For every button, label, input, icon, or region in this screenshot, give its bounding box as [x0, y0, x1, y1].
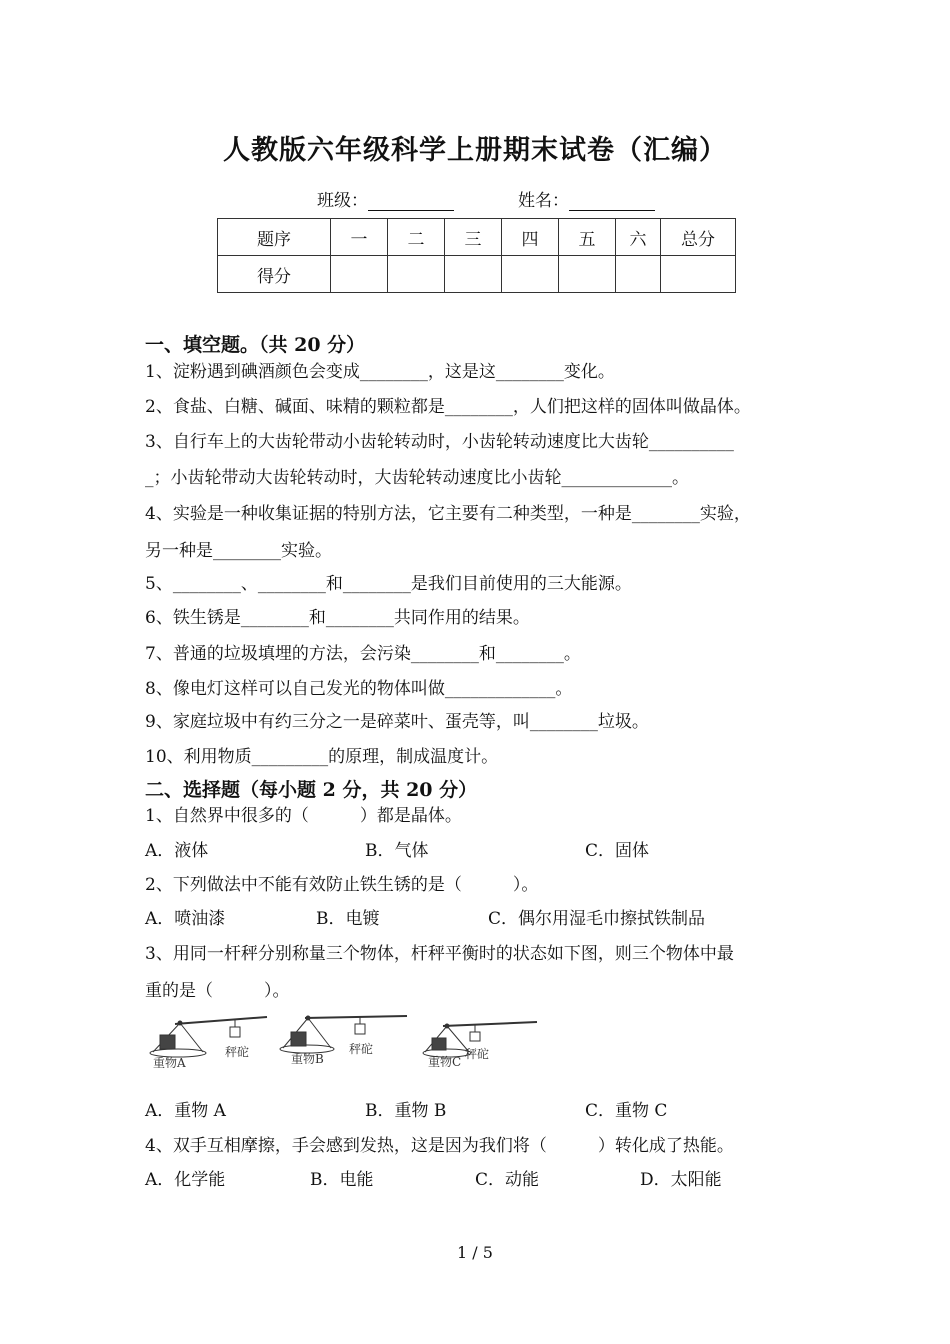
header-cell: 五 — [559, 219, 616, 256]
fill-question-cont: _；小齿轮带动大齿轮转动时，大齿轮转动速度比小齿轮_____________。 — [145, 468, 689, 488]
class-label: 班级： — [317, 191, 368, 211]
choice-question: 2、下列做法中不能有效防止铁生锈的是（ ）。 — [145, 875, 539, 895]
steelyard-b — [280, 1016, 407, 1066]
fill-question: 9、家庭垃圾中有约三分之一是碎菜叶、蛋壳等，叫________垃圾。 — [145, 712, 649, 732]
class-field — [317, 186, 454, 211]
figure-label: 重物C — [428, 1055, 462, 1069]
fill-question-cont: 另一种是________实验。 — [145, 541, 332, 561]
section2-heading: 二、选择题（每小题 2 分，共 20 分） — [145, 779, 478, 801]
score-cell[interactable] — [388, 256, 445, 293]
score-table-score-row — [218, 256, 736, 293]
row-label-cell: 得分 — [218, 256, 331, 293]
choice-option[interactable]: B．电能 — [310, 1170, 374, 1190]
choice-option[interactable]: C．动能 — [475, 1170, 540, 1190]
header-cell: 总分 — [661, 219, 736, 256]
figure-label: 秤砣 — [465, 1047, 490, 1061]
score-table — [217, 218, 736, 293]
choice-question: 4、双手互相摩擦，手会感到发热，这是因为我们将（ ）转化成了热能。 — [145, 1136, 734, 1156]
choice-option[interactable]: A．液体 — [145, 841, 209, 861]
choice-option[interactable]: C．重物 C — [585, 1101, 668, 1121]
name-field — [518, 186, 655, 211]
name-label: 姓名： — [518, 191, 569, 211]
choice-question: 1、自然界中很多的（ ）都是晶体。 — [145, 806, 462, 826]
choice-option[interactable]: C．固体 — [585, 841, 650, 861]
fill-question: 6、铁生锈是________和________共同作用的结果。 — [145, 608, 530, 628]
fill-question: 1、淀粉遇到碘酒颜色会变成________，这是这________变化。 — [145, 362, 615, 382]
fill-question: 10、利用物质_________的原理，制成温度计。 — [145, 747, 499, 767]
score-cell[interactable] — [559, 256, 616, 293]
header-cell: 题序 — [218, 219, 331, 256]
score-cell[interactable] — [616, 256, 661, 293]
choice-option[interactable]: C．偶尔用湿毛巾擦拭铁制品 — [488, 909, 706, 929]
choice-option[interactable]: A．喷油漆 — [145, 909, 226, 929]
header-cell: 六 — [616, 219, 661, 256]
figure-label: 重物A — [153, 1056, 186, 1070]
fill-question: 3、自行车上的大齿轮带动小齿轮转动时，小齿轮转动速度比大齿轮__________ — [145, 432, 734, 452]
header-cell: 一 — [331, 219, 388, 256]
steelyard-c — [423, 1022, 537, 1069]
fill-question: 5、________、________和________是我们目前使用的三大能源。 — [145, 574, 632, 594]
choice-option[interactable]: B．电镀 — [316, 909, 380, 929]
choice-question-cont: 重的是（ ）。 — [145, 981, 290, 1001]
steelyard-figure — [145, 1010, 545, 1072]
steelyard-a — [150, 1017, 267, 1070]
choice-option[interactable]: D．太阳能 — [640, 1170, 722, 1190]
choice-option[interactable]: B．重物 B — [365, 1101, 447, 1121]
score-cell[interactable] — [661, 256, 736, 293]
page-title: 人教版六年级科学上册期末试卷（汇编） — [223, 135, 727, 166]
class-blank — [368, 192, 454, 211]
fill-question: 2、食盐、白糖、碱面、味精的颗粒都是________，人们把这样的固体叫做晶体。 — [145, 397, 751, 417]
score-cell[interactable] — [445, 256, 502, 293]
choice-option[interactable]: A．重物 A — [145, 1101, 226, 1121]
figure-label: 秤砣 — [225, 1045, 250, 1059]
score-cell[interactable] — [331, 256, 388, 293]
figure-label: 重物B — [291, 1052, 324, 1066]
header-cell: 二 — [388, 219, 445, 256]
fill-question: 7、普通的垃圾填埋的方法，会污染________和________。 — [145, 644, 581, 664]
header-cell: 四 — [502, 219, 559, 256]
score-cell[interactable] — [502, 256, 559, 293]
name-blank — [569, 192, 655, 211]
figure-label: 秤砣 — [349, 1042, 374, 1056]
choice-question: 3、用同一杆秤分别称量三个物体，杆秤平衡时的状态如下图，则三个物体中最 — [145, 944, 734, 964]
choice-option[interactable]: B．气体 — [365, 841, 429, 861]
page-number: 1 / 5 — [457, 1243, 493, 1262]
fill-question: 4、实验是一种收集证据的特别方法，它主要有二种类型，一种是________实验， — [145, 504, 751, 524]
fill-question: 8、像电灯这样可以自己发光的物体叫做_____________。 — [145, 679, 573, 699]
header-cell: 三 — [445, 219, 502, 256]
choice-option[interactable]: A．化学能 — [145, 1170, 226, 1190]
score-table-header-row — [218, 219, 736, 256]
section1-heading: 一、填空题。（共 20 分） — [145, 334, 366, 356]
